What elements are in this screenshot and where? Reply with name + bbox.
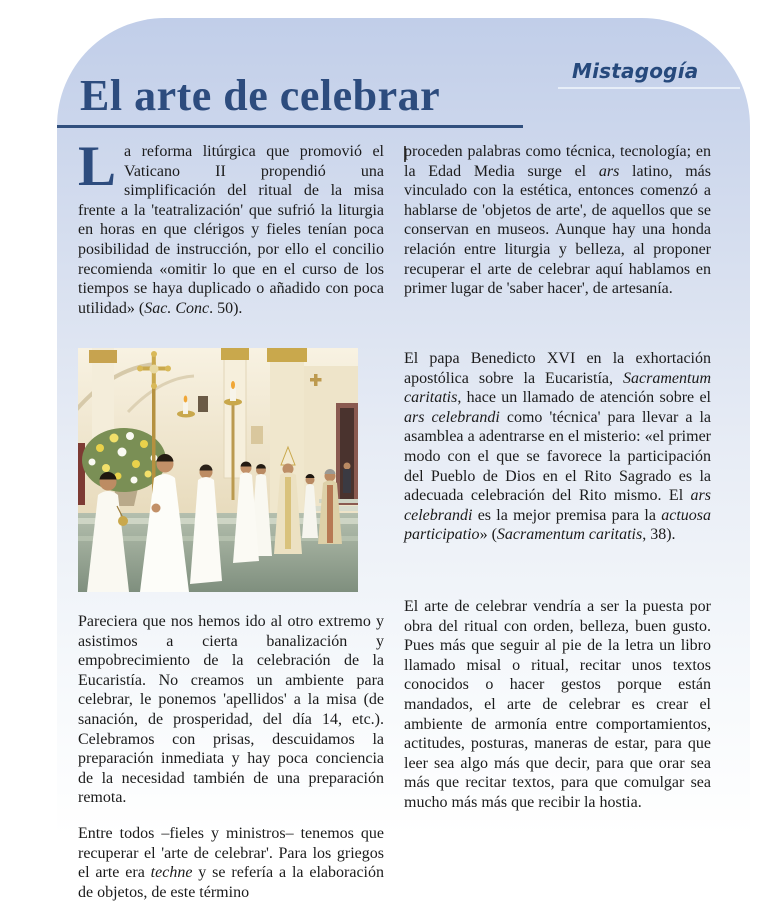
paragraph-left-1-text: a reforma litúrgica que promovió el Vaticano II propendió una simplificación del ritual de la misa frente a la 'teatralización' que sufrió la liturgia en horas en que clérigos y fieles tenían poca posibilidad de instrucción, por ello el concilio recomienda «omitir lo que en el curso de los tiempos se haya duplicado o añadido con poca utilidad» (Sac. Conc. 50). bbox=[78, 143, 384, 317]
distant-man bbox=[343, 463, 351, 494]
paragraph-right-2: El papa Benedicto XVI en la exhortación apostólica sobre la Eucaristía, Sacramentum caritatis, hace un llamado de atención sobre el ars celebrandi como 'técnica' para llevar a la asamblea a adentrarse en el misterio: «el primer modo con el que se favorece la participación del Pueblo de Dios en el Rito Sagrado es la adecuada celebración del Rito mismo. El ars celebrandi es la mejor premisa para la actuosa participatio» (Sacramentum caritatis, 38). bbox=[404, 350, 712, 544]
paragraph-left-1 bbox=[78, 135, 384, 318]
paragraph-right-1: proceden palabras como técnica, tecnología; en la Edad Media surge el ars latino, más vinculado con la estética, entonces comenzó a hablarse de 'objetos de arte', de aquellos que se conservan en museos. Aunque hay una honda relación entre liturgia y belleza, al proponer recuperar el arte de celebrar aquí hablamos en primer lugar de 'saber hacer', de artesanía. bbox=[404, 143, 711, 298]
page-title: El arte de celebrar bbox=[80, 71, 441, 120]
capital-left bbox=[89, 350, 117, 363]
capital-right bbox=[267, 348, 307, 362]
paragraph-left-2: Pareciera que nos hemos ido al otro extremo y asistimos a cierta banalización y empobrecimiento de la celebración de la Eucaristía. No creamos un ambiente para celebrar, le ponemos 'apellidos' a la misa (de sanación, de prosperidad, del día 14, etc.). Celebramos con prisas, descuidamos la preparación inmediata y hay poca conciencia de la necesidad también de una preparación remota. bbox=[78, 613, 384, 807]
section-label: Mistagogía bbox=[572, 59, 699, 83]
paragraph-right-3: El arte de celebrar vendría a ser la puesta por obra del ritual con orden, belleza, buen gusto. Pues más que seguir al pie de la letra un libro llamado misal o ritual, recitar unos textos conocidos o hacer gestos porque están mandados, el arte de celebrar es crear el ambiente de armonía entre comportamientos, actitudes, posturas, maneras de estar, para que leer sea algo más que decir, para que orar sea más que recitar textos, para que comulgar sea mucho más más que recibir la hostia. bbox=[404, 598, 711, 811]
wall-shrine bbox=[251, 426, 263, 444]
paragraph-left-3: Entre todos –fieles y ministros– tenemos que recuperar el 'arte de celebrar'. Para los griegos el arte era techne y se refería a la elaboración de objetos, de este término bbox=[78, 825, 384, 901]
section-underline bbox=[558, 87, 740, 89]
procession-photo bbox=[78, 348, 358, 592]
title-underline bbox=[57, 125, 523, 128]
wall-lamp bbox=[198, 396, 208, 412]
column-center bbox=[224, 348, 246, 478]
dropcap: L bbox=[78, 135, 117, 198]
capital-center bbox=[221, 348, 249, 360]
